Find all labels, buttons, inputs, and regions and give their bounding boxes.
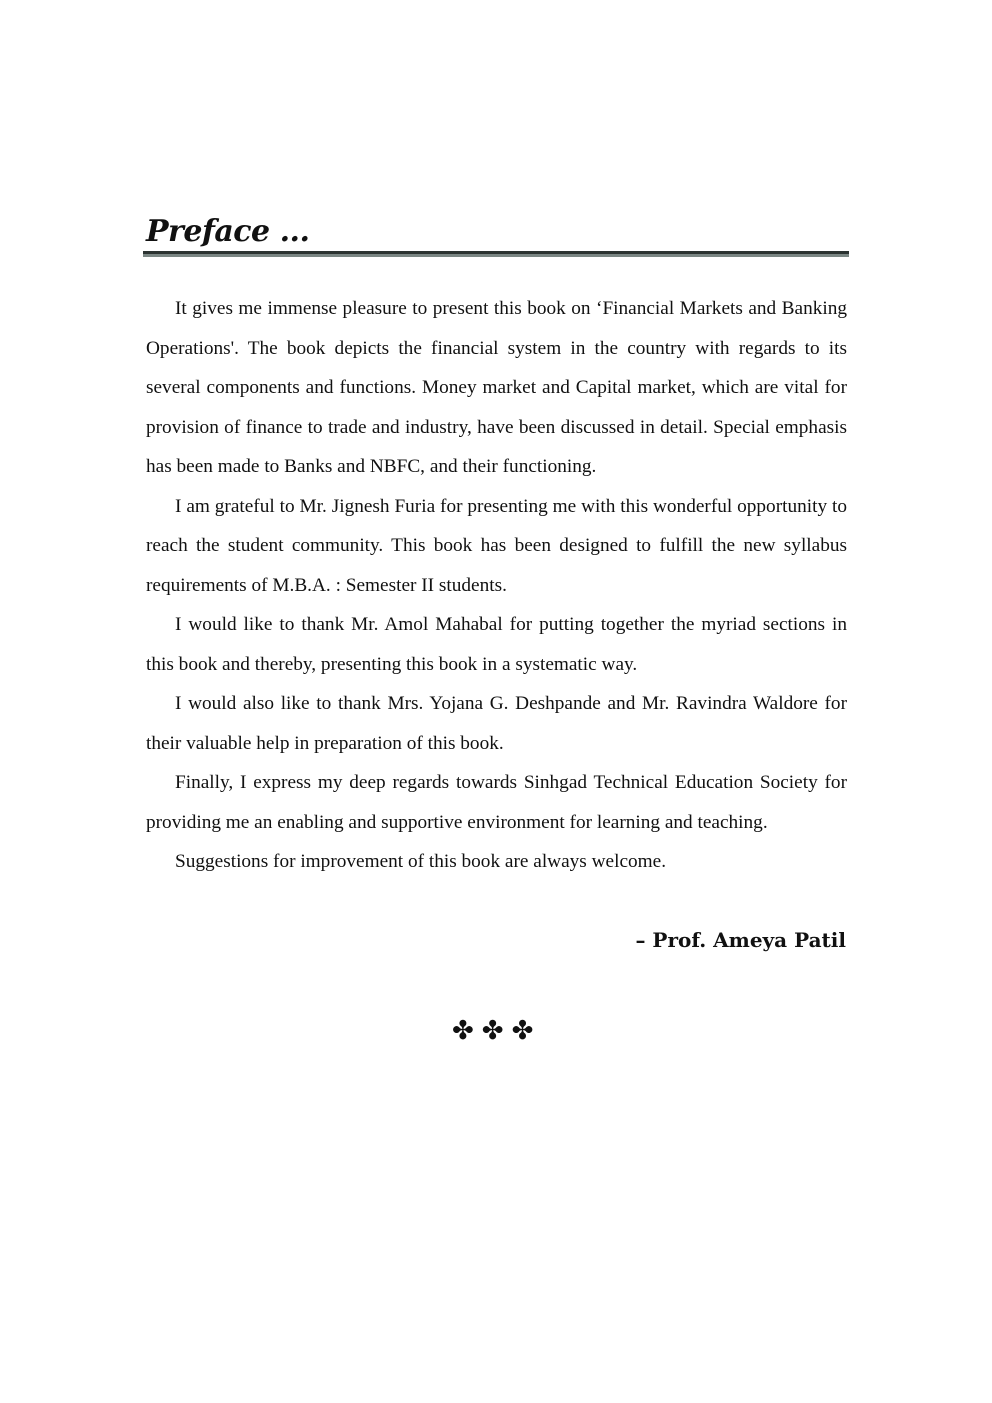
paragraph: I would like to thank Mr. Amol Mahabal for putting together the myriad sections in this book and thereby, presenting this book in a systematic way. xyxy=(146,614,847,675)
paragraph: I am grateful to Mr. Jignesh Furia for presenting me with this wonderful opportunity to reach the student community. This book has been designed to fulfill the new syllabus requirements of M.B.A. : Semester II students. xyxy=(146,495,847,596)
divider-light-band xyxy=(143,254,849,257)
paragraph: Finally, I express my deep regards towards Sinhgad Technical Education Society for providing me an enabling and supportive environment for learning and teaching. xyxy=(146,772,847,833)
section-end-ornament-icon: ✤✤✤ xyxy=(452,1016,542,1046)
author-signature: – Prof. Ameya Patil xyxy=(635,928,846,952)
paragraph: It gives me immense pleasure to present this book on ‘Financial Markets and Banking Operations'. The book depicts the financial system in the country with regards to its several components and functions. Money market and Capital market, which are vital for provision of finance to trade and industry, have been discussed in detail. Special emphasis has been made to Banks and NBFC, and their functioning. xyxy=(146,298,847,477)
page-title: Preface ... xyxy=(146,214,310,249)
paragraph: Suggestions for improvement of this book are always welcome. xyxy=(175,851,667,872)
paragraph: I would also like to thank Mrs. Yojana G. Deshpande and Mr. Ravindra Waldore for their valuable help in preparation of this book. xyxy=(146,693,847,754)
preface-body xyxy=(146,289,847,882)
heading-divider xyxy=(143,251,849,258)
